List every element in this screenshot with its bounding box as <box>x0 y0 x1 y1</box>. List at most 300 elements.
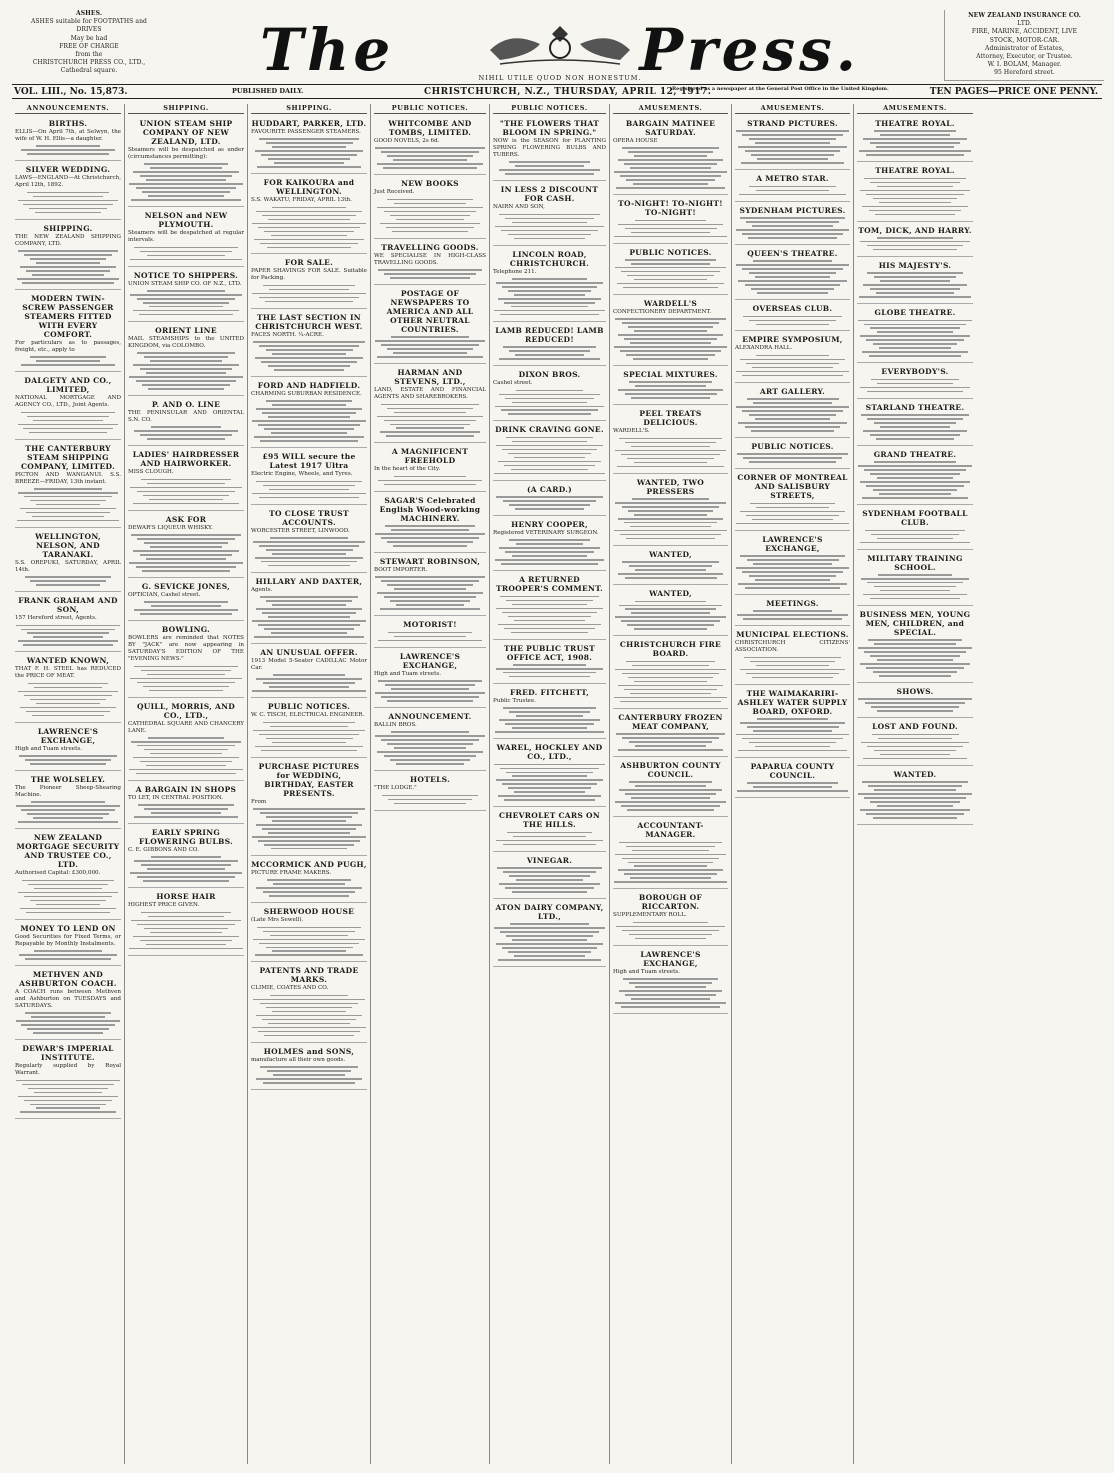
advert-title: FOR SALE. <box>284 258 334 268</box>
ear-line: FIRE, MARINE, ACCIDENT, LIVE <box>971 28 1078 36</box>
page-columns <box>12 104 1102 1464</box>
advert-text-lines <box>128 426 244 440</box>
advert-text-lines <box>128 856 244 882</box>
advert-title: FOR KAIKOURA and WELLINGTON. <box>263 178 355 197</box>
advert-text-lines <box>128 247 244 261</box>
advert-title: SPECIAL MIXTURES. <box>623 370 718 380</box>
newspaper-column <box>125 104 248 1464</box>
advert-title: HENRY COOPER, <box>511 520 588 530</box>
advert-title: OVERSEAS CLUB. <box>752 304 833 314</box>
advert-title: METHVEN AND ASHBURTON COACH. <box>19 969 117 988</box>
advert-body: For particulars as to passages, freight, etc., apply to <box>15 339 121 353</box>
column-heading: PUBLIC NOTICES. <box>493 104 606 114</box>
advert-text-lines <box>735 398 850 431</box>
advert-title: DALGETY AND CO., LIMITED, <box>24 376 112 395</box>
classified-advert <box>15 594 121 652</box>
advert-title: ART GALLERY. <box>759 386 826 396</box>
advert-body: 157 Hereford street, Agents. <box>15 615 97 622</box>
advert-text-lines <box>735 217 850 239</box>
classified-advert <box>735 302 850 331</box>
advert-body: OPERA HOUSE <box>613 138 658 144</box>
classified-advert <box>735 760 850 798</box>
classified-advert <box>251 700 367 757</box>
advert-title: MOTORIST! <box>403 620 457 630</box>
advert-title: HUDDART, PARKER, LTD. <box>251 119 367 128</box>
ear-line: ASHES suitable for FOOTPATHS and <box>31 18 147 26</box>
advert-text-lines <box>493 764 606 801</box>
advert-title: GLOBE THEATRE. <box>874 308 956 318</box>
advert-title: CHRISTCHURCH FIRE BOARD. <box>619 640 722 659</box>
advert-text-lines <box>857 178 973 215</box>
classified-advert <box>128 700 244 781</box>
advert-title: EARLY SPRING FLOWERING BULBS. <box>139 828 233 847</box>
advert-body: CHARMING SUBURBAN RESIDENCE. <box>251 391 362 398</box>
advert-body: BALLIN BROS. <box>374 721 417 728</box>
advert-text-lines <box>493 161 606 175</box>
advert-title: MODERN TWIN-SCREW PASSENGER STEAMERS FITTED WITH EVERY COMFORT. <box>22 293 114 339</box>
advert-title: QUEEN'S THEATRE. <box>747 248 838 258</box>
advert-text-lines <box>15 625 121 647</box>
ear-line: FREE OF CHARGE <box>59 42 119 50</box>
advert-text-lines <box>128 352 244 389</box>
advert-body: Regularly supplied by Royal Warrant. <box>15 1063 121 1077</box>
classified-advert <box>493 368 606 421</box>
advert-body: High and Tuam streets. <box>15 745 82 752</box>
advert-body: Telephone 211. <box>493 268 537 275</box>
advert-title: HORSE HAIR <box>156 892 216 902</box>
classified-advert <box>493 483 606 516</box>
advert-body: PICTURE FRAME MAKERS. <box>251 869 332 876</box>
advert-title: PEEL TREATS DELICIOUS. <box>639 409 702 428</box>
classified-advert <box>857 685 973 718</box>
advert-title: SYDENHAM PICTURES. <box>739 205 846 215</box>
dateline-bar <box>12 84 1102 99</box>
classified-advert <box>374 177 486 238</box>
advert-text-lines <box>735 355 850 377</box>
advert-text-lines <box>493 707 606 733</box>
ear-line: STOCK, MOTOR-CAR. <box>989 36 1060 44</box>
classified-advert <box>374 366 486 443</box>
advert-title: POSTAGE OF NEWSPAPERS TO AMERICA AND ALL OTHER NEUTRAL COUNTRIES. <box>386 288 474 334</box>
advert-body: FACES NORTH. ¼-ACRE. <box>251 331 324 338</box>
advert-text-lines <box>493 596 606 633</box>
advert-text-lines <box>493 867 606 893</box>
advert-body: A COACH runs between Methven and Ashburton on TUESDAYS and SATURDAYS. <box>15 988 121 1009</box>
advert-body: PAPER SHAVINGS FOR SALE. Suitable for Packing. <box>251 268 367 282</box>
classified-advert <box>493 117 606 181</box>
advert-text-lines <box>15 412 121 434</box>
classified-advert <box>493 854 606 899</box>
classified-advert <box>251 507 367 573</box>
newspaper-column <box>248 104 371 1464</box>
classified-advert <box>251 256 367 308</box>
classified-advert <box>251 760 367 856</box>
advert-body: High and Tuam streets. <box>613 968 680 975</box>
advert-text-lines <box>15 801 121 823</box>
advert-text-lines <box>613 147 728 188</box>
advert-title: MCCORMICK AND PUGH, <box>251 859 367 869</box>
advert-text-lines <box>735 610 850 620</box>
advert-text-lines <box>15 950 121 960</box>
classified-advert <box>735 533 850 595</box>
advert-body: CHRISTCHURCH CITIZENS' ASSOCIATION. <box>735 640 850 654</box>
advert-title: PUBLIC NOTICES. <box>267 702 351 712</box>
advert-body: THE NEW ZEALAND SHIPPING COMPANY, LTD. <box>15 233 121 247</box>
classified-advert <box>735 204 850 245</box>
advert-title: PUBLIC NOTICES. <box>629 247 712 257</box>
advert-title: TO-NIGHT! TO-NIGHT! TO-NIGHT! <box>618 199 723 218</box>
advert-title: GRAND THEATRE. <box>873 449 957 459</box>
advert-text-lines <box>493 346 606 360</box>
advert-body: The Pioneer Sheep-Shearing Machine. <box>15 785 121 799</box>
advert-text-lines <box>251 400 367 441</box>
advert-title: WANTED, <box>649 589 692 599</box>
advert-title: WANTED KNOWN, <box>26 656 110 666</box>
advert-body: BOOT IMPORTER. <box>374 567 428 574</box>
advert-title: THE WOLSELEY. <box>30 775 106 785</box>
newspaper-column <box>12 104 125 1464</box>
advert-title: THEATRE ROYAL. <box>875 119 955 128</box>
advert-title: MEETINGS. <box>766 598 819 608</box>
ear-line: ASHES. <box>75 10 103 17</box>
classified-advert <box>857 164 973 221</box>
advert-title: BOROUGH OF RICCARTON. <box>638 893 703 912</box>
classified-advert <box>735 117 850 170</box>
advert-text-lines <box>251 995 367 1036</box>
advert-body: BOWLERS are reminded that NOTES BY "JACK" are now appearing in SATURDAY'S EDITION OF THE "EVENING NEWS." <box>128 635 244 663</box>
classified-advert <box>613 407 728 473</box>
advert-text-lines <box>128 163 244 200</box>
advert-title: A RETURNED TROOPER'S COMMENT. <box>495 575 604 594</box>
ear-line: NEW ZEALAND INSURANCE CO. <box>968 12 1081 19</box>
advert-title: LADIES' HAIRDRESSER AND HAIRWORKER. <box>132 450 240 469</box>
advert-text-lines <box>613 922 728 940</box>
advert-body: CLIMIE, COATES AND CO. <box>251 985 329 992</box>
classified-advert <box>374 287 486 364</box>
advert-title: LAWRENCE'S EXCHANGE, <box>640 949 701 968</box>
classified-advert <box>15 222 121 290</box>
classified-advert <box>613 891 728 945</box>
classified-advert <box>251 858 367 903</box>
advert-body: In the heart of the City. <box>374 466 441 473</box>
advert-text-lines <box>251 722 367 751</box>
advert-body: 1913 Model 5-Seater CADILLAC Motor Car. <box>251 658 367 672</box>
classified-advert <box>493 324 606 366</box>
advert-text-lines <box>251 481 367 499</box>
advert-title: ASK FOR <box>165 514 207 524</box>
advert-title: THE CANTERBURY STEAM SHIPPING COMPANY, LIMITED. <box>20 443 116 471</box>
classified-advert <box>128 324 244 396</box>
classified-advert <box>613 246 728 295</box>
classified-advert <box>613 117 728 195</box>
advert-title: DEWAR'S IMPERIAL INSTITUTE. <box>22 1044 114 1063</box>
newspaper-column <box>371 104 490 1464</box>
advert-title: LINCOLN ROAD, CHRISTCHURCH. <box>509 249 590 268</box>
advert-text-lines <box>735 657 850 679</box>
advert-text-lines <box>857 639 973 676</box>
classified-advert <box>251 646 367 698</box>
advert-title: LAWRENCE'S EXCHANGE, <box>399 651 461 670</box>
classified-advert <box>857 720 973 765</box>
advert-text-lines <box>857 272 973 298</box>
classified-advert <box>15 968 121 1040</box>
advert-title: "THE FLOWERS THAT BLOOM IN SPRING." <box>499 119 600 137</box>
classified-advert <box>493 901 606 967</box>
coat-of-arms-icon <box>470 20 650 68</box>
advert-title: WARDELL'S <box>643 298 698 308</box>
advert-text-lines <box>493 390 606 416</box>
classified-advert <box>613 759 728 817</box>
classified-advert <box>15 442 121 528</box>
advert-title: HOTELS. <box>409 775 451 785</box>
classified-advert <box>251 176 367 254</box>
classified-advert <box>251 905 367 962</box>
advert-text-lines <box>374 632 486 642</box>
classified-advert <box>493 686 606 739</box>
ear-line: 95 Hereford street. <box>994 69 1055 77</box>
advert-title: CANTERBURY FROZEN MEAT COMPANY, <box>618 712 723 731</box>
advert-title: IN LESS 2 DISCOUNT FOR CASH. <box>500 185 599 204</box>
advert-text-lines <box>493 832 606 846</box>
classified-advert <box>15 654 121 722</box>
issue-price: TEN PAGES—PRICE ONE PENNY. <box>929 87 1098 97</box>
advert-title: PUBLIC NOTICES. <box>751 442 834 452</box>
advert-body: Steamers will be despatched at regular intervals. <box>128 230 244 244</box>
classified-advert <box>128 783 244 824</box>
advert-title: TOM, DICK, AND HARRY. <box>858 225 972 235</box>
advert-text-lines <box>15 250 121 283</box>
advert-text-lines <box>15 192 121 214</box>
advert-text-lines <box>128 601 244 615</box>
advert-text-lines <box>857 320 973 357</box>
classified-advert <box>857 117 973 162</box>
advert-text-lines <box>15 488 121 521</box>
advert-text-lines <box>251 537 367 566</box>
classified-advert <box>493 248 606 322</box>
advert-title: QUILL, MORRIS, AND CO., LTD., <box>136 701 236 720</box>
advert-body: Public Trustee. <box>493 697 536 704</box>
advert-title: DRINK CRAVING GONE. <box>495 425 604 435</box>
classified-advert <box>15 530 121 592</box>
advert-body: FAVOURITE PASSENGER STEAMERS. <box>251 129 361 135</box>
advert-text-lines <box>735 555 850 588</box>
advert-title: WAREL, HOCKLEY AND CO., LTD., <box>496 743 603 762</box>
classified-advert <box>128 209 244 266</box>
advert-body: From <box>251 798 267 805</box>
advert-title: BOWLING. <box>161 625 211 635</box>
advert-title: EVERYBODY'S. <box>881 367 949 377</box>
advert-text-lines <box>493 923 606 960</box>
advert-title: STEWART ROBINSON, <box>379 557 481 567</box>
advert-title: ACCOUNTANT-MANAGER. <box>637 821 704 840</box>
advert-text-lines <box>251 1066 367 1084</box>
advert-title: HOLMES and SONS, <box>263 1046 355 1056</box>
advert-text-lines <box>613 438 728 467</box>
advert-body: GOOD NOVELS, 2s 6d. <box>374 138 440 144</box>
advert-title: THE WAIMAKARIRI-ASHLEY WATER SUPPLY BOARD, OXFORD. <box>737 688 848 716</box>
advert-text-lines <box>735 718 850 751</box>
advert-body: CATHEDRAL SQUARE AND CHANCERY LANE. <box>128 720 244 734</box>
classified-advert <box>251 964 367 1042</box>
classified-advert <box>857 507 973 549</box>
classified-advert <box>735 385 850 438</box>
advert-text-lines <box>613 661 728 702</box>
advert-body: NOW is the SEASON for PLANTING SPRING FLOWERING BULBS AND TUBERS. <box>493 138 606 158</box>
classified-advert <box>128 623 244 697</box>
advert-title: MONEY TO LEND ON <box>20 923 116 933</box>
classified-advert <box>735 440 850 469</box>
advert-text-lines <box>128 912 244 949</box>
classified-advert <box>128 398 244 446</box>
classified-advert <box>613 297 728 366</box>
advert-body: DEWAR'S LIQUEUR WHISKY. <box>128 524 213 531</box>
advert-title: MUNICIPAL ELECTIONS. <box>736 630 849 640</box>
classified-advert <box>15 292 121 372</box>
advert-text-lines <box>613 601 728 630</box>
advert-text-lines <box>15 755 121 765</box>
column-heading: ANNOUNCEMENTS. <box>15 104 121 114</box>
advert-text-lines <box>15 576 121 586</box>
advert-text-lines <box>857 461 973 498</box>
advert-title: ORIENT LINE <box>155 325 217 335</box>
advert-text-lines <box>493 437 606 474</box>
advert-text-lines <box>15 880 121 913</box>
advert-text-lines <box>251 674 367 692</box>
advert-text-lines <box>128 804 244 818</box>
classified-advert <box>15 1042 121 1119</box>
advert-body: THE PENINSULAR AND ORIENTAL S.N. CO. <box>128 410 244 424</box>
classified-advert <box>374 241 486 285</box>
advert-body: THAT F. H. STEEL has REDUCED the PRICE OF MEAT. <box>15 666 121 680</box>
advert-title: UNION STEAM SHIP COMPANY OF NEW ZEALAND, LTD. <box>139 119 233 146</box>
advert-title: SHERWOOD HOUSE <box>263 907 355 917</box>
advert-title: HILLARY AND DAXTER, <box>255 576 363 586</box>
classified-advert <box>493 183 606 245</box>
advert-body: MISS CLOUGH. <box>128 469 174 476</box>
classified-advert <box>735 172 850 201</box>
classified-advert <box>374 494 486 553</box>
advert-text-lines <box>251 285 367 303</box>
ear-line: Administrator of Estates, <box>985 44 1064 52</box>
advert-title: SHIPPING. <box>43 223 93 233</box>
advert-body: WORCESTER STREET, LINWOOD. <box>251 527 350 534</box>
advert-text-lines <box>128 479 244 505</box>
advert-body: WARDELL'S. <box>613 428 650 435</box>
advert-text-lines <box>613 978 728 1007</box>
classified-advert <box>251 450 367 504</box>
advert-title: PAPARUA COUNTY COUNCIL. <box>750 761 835 780</box>
ear-line: Cathedral square. <box>60 67 118 75</box>
classified-advert <box>493 809 606 851</box>
ear-line: DRIVES <box>76 26 102 34</box>
advert-body: Authorised Capital: £300,000. <box>15 870 101 877</box>
right-ear-advert <box>944 10 1104 81</box>
advert-title: A MAGNIFICENT FREEHOLD <box>391 447 469 466</box>
classified-advert <box>613 711 728 757</box>
classified-advert <box>15 725 121 771</box>
advert-text-lines <box>15 145 121 155</box>
ear-line: Attorney, Executor, or Trustee. <box>976 53 1073 61</box>
classified-advert <box>857 608 973 683</box>
classified-advert <box>613 197 728 243</box>
advert-text-lines <box>15 1080 121 1113</box>
advert-text-lines <box>613 781 728 810</box>
advert-title: SYDENHAM FOOTBALL CLUB. <box>862 509 968 528</box>
classified-advert <box>493 642 606 684</box>
advert-text-lines <box>735 260 850 293</box>
newspaper-column <box>610 104 732 1464</box>
classified-advert <box>735 333 850 382</box>
advert-title: STRAND PICTURES. <box>747 119 838 128</box>
advert-title: P. AND O. LINE <box>151 400 221 410</box>
advert-title: WELLINGTON, NELSON, AND TARANAKI. <box>35 531 101 559</box>
advert-body: NAIRN AND SON, <box>493 204 545 211</box>
advert-title: BUSINESS MEN, YOUNG MEN, CHILDREN, and SPECIAL. <box>859 609 971 637</box>
advert-text-lines <box>613 561 728 579</box>
advert-text-lines <box>613 733 728 751</box>
advert-title: MILITARY TRAINING SCHOOL. <box>867 553 963 572</box>
advert-title: LAWRENCE'S EXCHANGE, <box>37 726 99 745</box>
advert-text-lines <box>857 698 973 712</box>
advert-title: NEW BOOKS <box>401 179 459 189</box>
classified-advert <box>735 628 850 684</box>
classified-advert <box>128 513 244 578</box>
advert-text-lines <box>493 214 606 240</box>
advert-title: HIS MAJESTY'S. <box>878 260 952 270</box>
ear-line: W. I. BOLAM, Manager. <box>987 61 1062 69</box>
advert-text-lines <box>613 381 728 399</box>
advert-text-lines <box>128 534 244 571</box>
column-heading: AMUSEMENTS. <box>857 104 973 114</box>
classified-advert <box>15 922 121 966</box>
advert-title: THEATRE ROYAL. <box>875 166 955 176</box>
advert-body: Agents. <box>251 586 273 593</box>
advert-title: PURCHASE PICTURES for WEDDING, BIRTHDAY, EASTER PRESENTS. <box>258 761 360 798</box>
column-heading: PUBLIC NOTICES. <box>374 104 486 114</box>
advert-body: (Late Mrs Sewell). <box>251 917 304 924</box>
classified-advert <box>128 117 244 207</box>
advert-text-lines <box>613 842 728 883</box>
advert-title: EMPIRE SYMPOSIUM, <box>742 335 843 345</box>
advert-text-lines <box>128 290 244 316</box>
advert-title: BARGAIN MATINEE SATURDAY. <box>625 119 716 137</box>
masthead-motto: NIHIL UTILE QUOD NON HONESTUM. <box>478 74 642 82</box>
registration-note: Registered as a newspaper at the General Post Office in the United Kingdom. <box>672 86 889 92</box>
advert-text-lines <box>128 666 244 692</box>
advert-title: PATENTS AND TRADE MARKS. <box>259 966 359 985</box>
issue-date: CHRISTCHURCH, N.Z., THURSDAY, APRIL 12, 1917. <box>424 87 712 97</box>
classified-advert <box>251 379 367 448</box>
advert-body: manufacture all their own goods. <box>251 1056 346 1063</box>
advert-title: A METRO STAR. <box>756 174 829 184</box>
advert-title: TO CLOSE TRUST ACCOUNTS. <box>269 508 349 527</box>
advert-body: TO LET, IN CENTRAL POSITION. <box>128 794 224 801</box>
advert-title: SILVER WEDDING. <box>25 165 111 175</box>
advert-body: PICTON AND WANGANUI. S.S. BREEZE—FRIDAY, 13th instant. <box>15 471 121 485</box>
masthead-title-left: The <box>260 16 395 84</box>
classified-advert <box>15 831 121 919</box>
advert-title: THE LAST SECTION IN CHRISTCHURCH WEST. <box>255 312 363 331</box>
advert-title: LOST AND FOUND. <box>872 722 958 732</box>
advert-title: THE PUBLIC TRUST OFFICE ACT, 1908. <box>503 643 596 662</box>
advert-text-lines <box>251 927 367 956</box>
advert-text-lines <box>374 147 486 169</box>
advert-text-lines <box>15 1012 121 1034</box>
advert-body: OPTICIAN, Cashel street. <box>128 591 201 598</box>
advert-text-lines <box>374 199 486 232</box>
advert-body: ELLIS—On April 7th, at Selwyn, the wife of W. H. Ellis—a daughter. <box>15 129 121 142</box>
advert-body: Good Securities for Fixed Terms, or Repayable by Monthly Instalments. <box>15 933 121 947</box>
